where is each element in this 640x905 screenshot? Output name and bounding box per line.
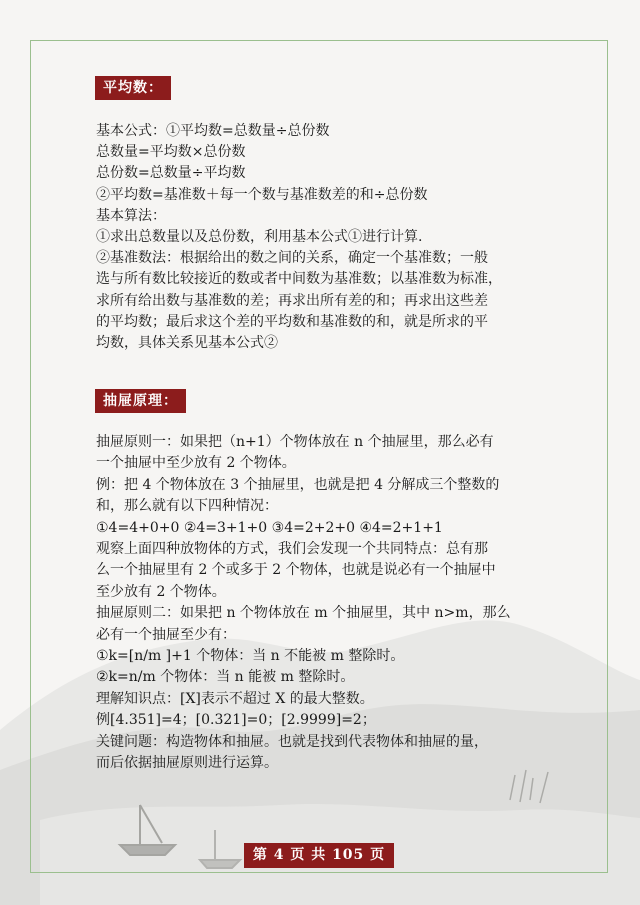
- text-line: 而后依据抽屉原则进行运算。: [96, 755, 278, 772]
- text-line: 总份数=总数量÷平均数: [96, 165, 246, 182]
- text-line: 观察上面四种放物体的方式，我们会发现一个共同特点：总有那: [96, 541, 488, 558]
- text-line: 求所有给出数与基准数的差；再求出所有差的和；再求出这些差: [96, 292, 488, 309]
- text-line: 的平均数；最后求这个差的平均数和基准数的和，就是所求的平: [96, 313, 488, 330]
- text-line: 总数量=平均数×总份数: [96, 144, 246, 161]
- text-line: 抽屉原则一：如果把（n+1）个物体放在 n 个抽屉里，那么必有: [96, 434, 494, 450]
- page-number-badge: 第 4 页 共 105 页: [244, 843, 394, 868]
- text-line: 抽屉原则二：如果把 n 个物体放在 m 个抽屉里，其中 n>m，那么: [96, 605, 511, 622]
- text-line: ①k=[n/m ]+1 个物体：当 n 不能被 m 整除时。: [96, 648, 405, 665]
- text-line: ②平均数=基准数＋每一个数与基准数差的和÷总份数: [96, 186, 428, 203]
- section-heading-average: 平均数：: [95, 76, 171, 100]
- text-line: ②基准数法：根据给出的数之间的关系，确定一个基准数；一般: [96, 250, 488, 267]
- text-line: 和，那么就有以下四种情况：: [96, 498, 278, 515]
- text-line: 例[4.351]=4；[0.321]=0；[2.9999]=2；: [96, 712, 376, 729]
- text-line: 例：把 4 个物体放在 3 个抽屉里，也就是把 4 分解成三个整数的: [96, 476, 500, 493]
- text-line: 么一个抽屉里有 2 个或多于 2 个物体，也就是说必有一个抽屉中: [96, 562, 496, 579]
- text-line: 一个抽屉中至少放有 2 个物体。: [96, 455, 296, 472]
- text-line: 至少放有 2 个物体。: [96, 583, 226, 600]
- text-line: 均数，具体关系见基本公式②: [96, 335, 278, 352]
- text-line: 选与所有数比较接近的数或者中间数为基准数；以基准数为标准，: [96, 271, 502, 288]
- text-line: 基本公式：①平均数=总数量÷总份数: [96, 123, 330, 139]
- text-line: 关键问题：构造物体和抽屉。也就是找到代表物体和抽屉的量，: [96, 733, 488, 750]
- section-body-average: [96, 121, 566, 354]
- text-line: ①求出总数量以及总份数，利用基本公式①进行计算.: [96, 229, 423, 246]
- text-line: ②k=n/m 个物体：当 n 能被 m 整除时。: [96, 669, 355, 686]
- section-body-pigeonhole: [96, 432, 566, 775]
- text-line: 理解知识点：[X]表示不超过 X 的最大整数。: [96, 690, 374, 707]
- section-heading-pigeonhole: 抽屉原理：: [95, 389, 186, 413]
- text-line: 基本算法：: [96, 207, 166, 224]
- text-line: 必有一个抽屉至少有：: [96, 626, 236, 643]
- text-line: ①4=4+0+0 ②4=3+1+0 ③4=2+2+0 ④4=2+1+1: [96, 519, 443, 536]
